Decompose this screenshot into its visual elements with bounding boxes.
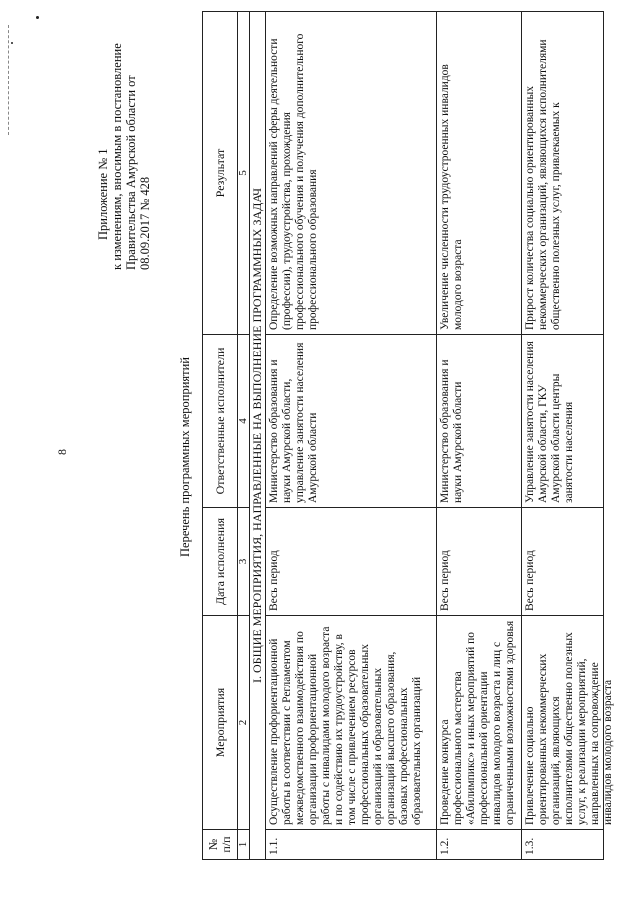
section-title: I. ОБЩИЕ МЕРОПРИЯТИЯ, НАПРАВЛЕННЫЕ НА ВЫПОЛНЕНИЕ ПРОГРАММНЫХ ЗАДАЧ <box>250 12 266 860</box>
table-row <box>437 12 522 860</box>
row-activity: Проведение конкурса профессионального мастерства «Абилимпикс» и иных мероприятий по профессиональной ориентации инвалидов молодого возраста и лиц с ограниченными возможностями здоровья <box>437 616 522 830</box>
appendix-block <box>96 10 152 270</box>
cell-text: Привлечение социально ориентированных некоммерческих организаций, являющихся исполнителями общественно полезных услуг, к реализации мероприятий, направленных на сопровождение инвалидов молодого возраста <box>524 632 614 825</box>
row-date: Весь период <box>266 508 437 616</box>
row-date: Весь период <box>437 508 522 616</box>
header-activity: Мероприятия <box>203 616 238 830</box>
section-row <box>250 12 266 860</box>
header-date: Дата исполнения <box>203 508 238 616</box>
row-number: 1.2. <box>437 830 522 860</box>
cell-text: Управление занятости населения Амурской области, ГКУ Амурской области центры занятости населения <box>524 341 575 503</box>
page-number: 8 <box>55 449 69 455</box>
cell-text: Прирост количества социально ориентированных некоммерческих организаций, являющихся исполнителями общественно полезных услуг, привлекаемых к <box>524 39 562 330</box>
table-row <box>522 12 604 860</box>
table-row <box>266 12 437 860</box>
row-activity <box>522 616 614 830</box>
column-number: 5 <box>238 12 250 335</box>
row-activity <box>266 616 437 830</box>
appendix-line: Правительства Амурской области от <box>124 75 138 270</box>
appendix-title: Приложение № 1 <box>96 148 110 240</box>
row-executors <box>522 335 604 508</box>
appendix-line: 08.09.2017 № 428 <box>138 176 152 270</box>
row-executors: Министерство образования и науки Амурской области <box>437 335 522 508</box>
header-executors: Ответственные исполнители <box>203 335 238 508</box>
table-header-row <box>203 12 238 860</box>
row-result: Определение возможных направлений сферы деятельности (профессии), трудоустройства, прохождения профессионального обучения и получения дополнительного профессионального образования <box>266 12 437 335</box>
column-number-row <box>238 12 250 860</box>
column-number: 4 <box>238 335 250 508</box>
appendix-line: к изменениям, вносимым в постановление <box>110 43 124 270</box>
row-result: Увеличение численности трудоустроенных инвалидов молодого возраста <box>437 12 522 335</box>
programme-table <box>202 11 614 860</box>
column-number: 1 <box>238 830 250 860</box>
column-number: 3 <box>238 508 250 616</box>
header-result: Результат <box>203 12 238 335</box>
row-result <box>522 12 604 335</box>
list-title: Перечень программных мероприятий <box>178 357 192 557</box>
row-number: 1.3. <box>522 830 604 860</box>
header-num: № п/п <box>203 830 238 860</box>
row-date: Весь период <box>522 508 604 616</box>
row-number: 1.1. <box>266 830 437 860</box>
cell-text: Осуществление профориентационной работы в соответствии с Регламентом межведомственного взаимодействия по организации профориентационной работы с инвалидами молодого возраста и по содействию их трудоустройству, в том числе с привлечением ресурсов профессиональных образовательных организаций и образовательных организаций высшего образования, базовых профессиональных образовательных организаций <box>268 626 423 825</box>
row-executors: Министерство образования и науки Амурской области, управление занятости населения Амурской области <box>266 335 437 508</box>
fold-line <box>8 25 9 135</box>
column-number: 2 <box>238 616 250 830</box>
